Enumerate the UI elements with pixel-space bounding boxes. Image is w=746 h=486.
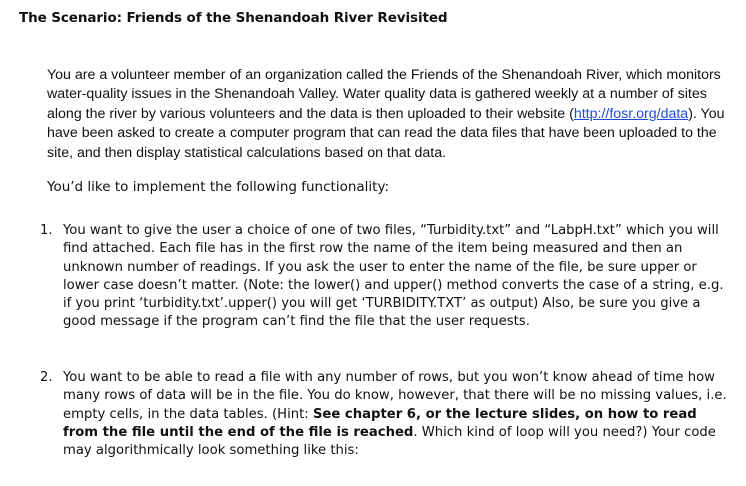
fosr-data-link[interactable]: http://fosr.org/data (573, 105, 689, 122)
list-item-text (63, 369, 730, 460)
list-item-bold-hint: See chapter 6, or the lecture slides, on how to read from the file until the end of the file is reached (63, 406, 697, 440)
list-item-text-start: You want to be able to read a file with any number of rows, but you won’t know ahead of time how many rows of data will be in the file. You do know, however, that there will be no missing values, i.e. empty cells, in the data tables. (Hint: (63, 370, 727, 422)
list-item (40, 222, 730, 332)
functionality-lead: You’d like to implement the following functionality: (47, 179, 390, 195)
intro-text-start: You are a volunteer member of an organization called the Friends of the Shenandoah River, which monitors water-quality issues in the Shenandoah Valley. Water quality data is gathered weekly at a number of sites along the river by various volunteers and the data is then uploaded to their website ( (47, 67, 721, 122)
intro-paragraph (47, 66, 737, 163)
intro-text-end: ). You have been asked to create a computer program that can read the data files that have been uploaded to the site, and then display statistical calculations based on that data. (47, 105, 725, 161)
list-item (40, 369, 730, 460)
list-item-number: 2. (40, 370, 53, 385)
list-item-number: 1. (40, 223, 53, 238)
list-item-text: You want to give the user a choice of one of two files, “Turbidity.txt” and “LabpH.txt” which you will find attached. Each file has in the first row the name of the item being measured and then an unknown number of readings. If you ask the user to enter the name of the file, be sure upper or lower case doesn’t matter. (Note: the lower() and upper() method converts the case of a string, e.g. if you print ‘turbidity.txt’.upper() you will get ‘TURBIDITY.TXT’ as output) Also, be sure you give a good message if the program can’t find the file that the user requests. (63, 223, 724, 330)
list-item-text-end: . Which kind of loop will you need?) Your code may algorithmically look something like this: (63, 424, 716, 459)
page-title: The Scenario: Friends of the Shenandoah River Revisited (19, 10, 448, 26)
